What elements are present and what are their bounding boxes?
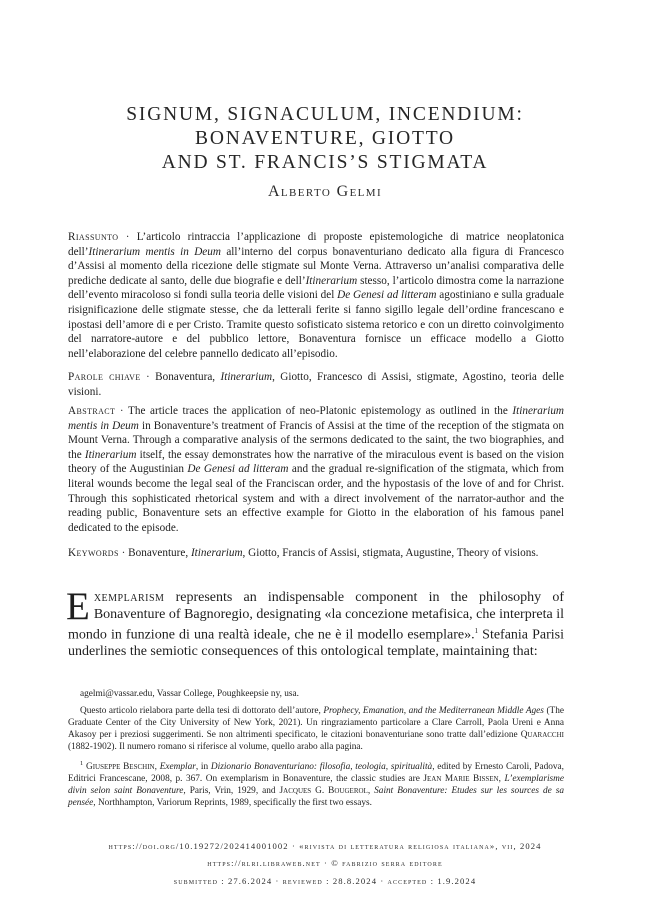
note-italic: Exemplar: [159, 762, 196, 773]
abstract-text: and the gradual re-signification of the stigmata, which from literal wounds become the legal seal of the Franciscan order, and the hypostasis of the love of and for Christ. Through this sophisticated rhetorical system and with a direct involvement of the narrator-author and the reading public, Bonaventure sets an effective example for Giotto in the elaboration of his famous panel dedicated to the episode.: [68, 463, 564, 534]
note-italic: Saint Bonaventure: Etudes sur les sources de sa pensée: [68, 786, 565, 809]
keywords-label: Keywords: [68, 547, 119, 559]
drop-cap: E: [66, 585, 90, 628]
body-paragraph: [66, 585, 564, 661]
abstract-block: [68, 404, 564, 535]
riassunto-italic: Itinerarium mentis in Deum: [88, 245, 221, 258]
title-line-2: BONAVENTURE, GIOTTO: [195, 128, 455, 149]
parole-chiave-italic: Itinerarium: [220, 371, 273, 383]
title-line-1: SIGNUM, SIGNACULUM, INCENDIUM:: [126, 104, 524, 125]
note-text: (1882-1902). Il numero romano si riferisce al volume, quello arabo alla pagina.: [68, 742, 363, 752]
abstract-text: The article traces the application of neo-Platonic epistemology as outlined in the: [128, 405, 513, 417]
footer-doi-line[interactable]: https://doi.org/10.19272/202414001002 · «rivista di letteratura religiosa italiana», vii, 2024: [108, 841, 542, 851]
riassunto-sep: ·: [118, 231, 137, 243]
footnote-number: 1: [80, 760, 84, 767]
article-title: [0, 103, 650, 175]
note-text: (The Graduate Center of the City University of New York, 2021). Un ringraziamento particolare a Clare Carroll, Paola Ureni e Anna Akasoy per i preziosi suggerimenti. Se non altrimenti specificato, le citazioni bonaventuriane sono tratte dall’edizione: [68, 706, 564, 740]
keywords-italic: Itinerarium: [190, 547, 243, 559]
note-text: , Paris, Vrin, 1929, and: [183, 786, 280, 797]
note-italic: L’exemplarisme divin selon saint Bonaventure: [68, 774, 564, 797]
riassunto-block: [68, 230, 564, 361]
note-text: , Northhampton, Variorum Reprints, 1989, specifically the first two essays.: [93, 798, 372, 809]
footer-website-line[interactable]: https://rlri.libraweb.net · © fabrizio serra editore: [207, 858, 443, 868]
riassunto-label: Riassunto: [68, 231, 119, 243]
abstract-text: itself, the essay demonstrates how the narrative of the miraculous event is based on the vision theory of the Augustinian: [68, 448, 564, 476]
abstract-sep: ·: [115, 405, 129, 417]
riassunto-italic: Itinerarium: [305, 274, 358, 287]
acknowledgement-note: [68, 705, 564, 753]
keywords-text: , Giotto, Francis of Assisi, stigmata, Augustine, Theory of visions.: [242, 547, 539, 559]
parole-chiave-block: [68, 370, 564, 399]
abstract-italic: Itinerarium mentis in Deum: [68, 405, 565, 432]
note-text: ,: [367, 786, 375, 797]
parole-chiave-label: Parole chiave: [68, 371, 141, 383]
note-italic: Dizionario Bonaventuriano: filosofia, teologia, spiritualità: [210, 762, 433, 773]
footnote-ref-1[interactable]: 1: [474, 627, 479, 636]
abstract-italic: De Genesi ad litteram: [187, 463, 289, 476]
abstract-text: in Bonaventure’s treatment of Francis of Assisi at the time of the reception of the stigmata on Mount Verna. Through a comparative analysis of the sermons dedicated to the saint, the two biographies, and the: [68, 419, 564, 461]
note-text: ,: [154, 762, 160, 773]
keywords-text: Bonaventure,: [128, 547, 191, 559]
riassunto-text: agostiniano e sulla graduale risignificazione delle stigmate stesse, che da letterali ferite si fanno sigillo legale dell’ordine francescano e ipostasi dell’amore di e per Cristo. Tramite questo sofisticato sistema retorico e con un diretto coinvolgimento del narratore-autore e del pubblico lettore, Bonaventura fornisce un efficace modello a Giotto nell’elaborazione del celebre pannello dedicato all’episodio.: [68, 289, 564, 360]
note-text: , in: [195, 762, 211, 773]
note-italic: Prophecy, Emanation, and the Mediterranean Middle Ages: [323, 706, 544, 716]
note-smallcaps: Jacques G. Bougerol: [279, 786, 368, 797]
keywords-sep: ·: [118, 547, 129, 559]
riassunto-text: all’interno del corpus bonaventuriano dedicato alla figura di Francesco d’Assisi al momento della ricezione delle stigmate sul Monte Verna. Attraverso un’analisi comparativa delle prediche dedicate al santo, delle due biografie e dell’: [68, 245, 564, 287]
riassunto-text: L’articolo rintraccia l’applicazione di proposte epistemologiche di matrice neoplatonica dell’: [68, 231, 564, 258]
affiliation-note: [68, 688, 564, 700]
note-smallcaps: Giuseppe Beschin: [86, 762, 155, 773]
note-text: Questo articolo rielabora parte della tesi di dottorato dell’autore,: [80, 706, 324, 716]
keywords-block: [68, 546, 564, 561]
riassunto-italic: De Genesi ad litteram: [337, 289, 437, 302]
author-name: Alberto Gelmi: [267, 183, 383, 200]
footnote-1: [68, 758, 564, 809]
note-text: ,: [498, 774, 505, 785]
parole-chiave-text: , Giotto, Francesco di Assisi, stigmate, Agostino, teoria delle visioni.: [68, 371, 564, 398]
footnotes: [68, 688, 564, 814]
affiliation-text: agelmi@vassar.edu, Vassar College, Poughkeepsie ny, usa.: [80, 689, 299, 699]
footer-dates-line: submitted : 27.6.2024 · reviewed : 28.8.2024 · accepted : 1.9.2024: [173, 876, 477, 886]
parole-chiave-text: Bonaventura,: [155, 371, 221, 383]
abstract-label: Abstract: [68, 405, 116, 417]
note-smallcaps: Quaracchi: [520, 730, 564, 740]
body-text: represents an indispensable component in the philosophy of Bonaventure of Bagnoregio, designating «la concezione metafisica, che interpreta il mondo in funzione di una realtà ideale, che ne è il modello esemplare».: [68, 590, 564, 643]
note-smallcaps: Jean Marie Bissen: [423, 774, 499, 785]
title-line-3: AND ST. FRANCIS’S STIGMATA: [161, 152, 489, 173]
body-smallcaps: xemplarism: [93, 590, 165, 605]
body-text: Stefania Parisi underlines the semiotic consequences of this ontological template, maintaining that:: [68, 627, 564, 660]
abstract-italic: Itinerarium: [84, 448, 137, 461]
parole-chiave-sep: ·: [140, 371, 156, 383]
note-text: , edited by Ernesto Caroli, Padova, Editrici Francescane, 2008, p. 367. On exemplarism in Bonaventure, the classic studies are: [68, 762, 564, 785]
riassunto-text: stesso, l’articolo dimostra come la narrazione dell’evento miracoloso si fondi sulla teoria delle visioni del: [68, 274, 564, 302]
